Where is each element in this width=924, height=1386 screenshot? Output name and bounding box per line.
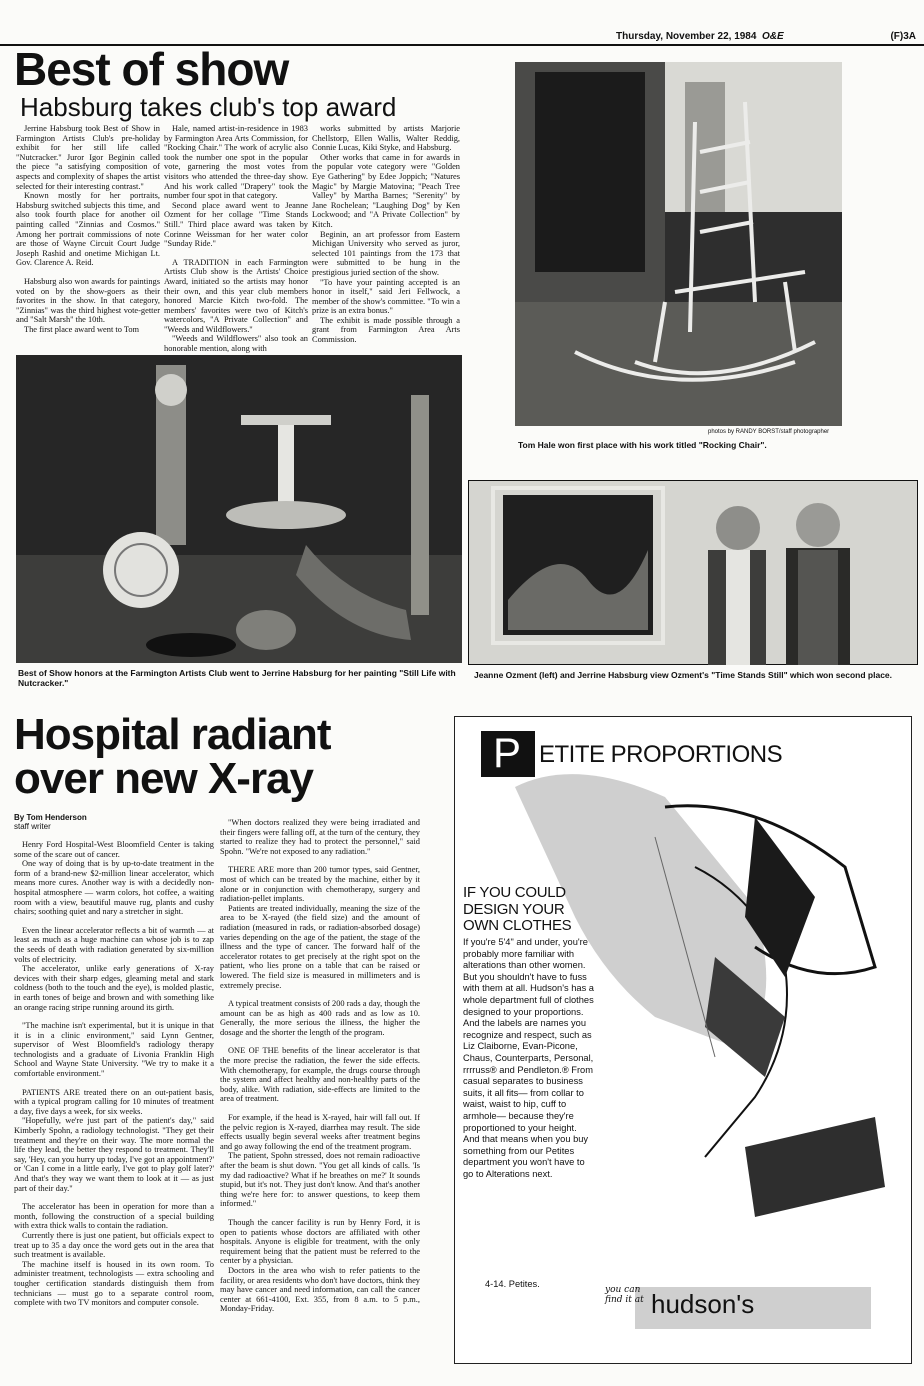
paragraph: "The machine isn't experimental, but it is unique in that it is in a clinic environment," said Lynn Gentner, supervisor of West Bloomfield's radiology therapy technologists and a graduate of Livonia Franklin High School and Wayne State University. "We try to make it a comfortable environment.": [14, 1021, 214, 1079]
paragraph: Second place award went to Jeanne Ozment for her collage "Time Stands Still." Third place award was taken by Corinne Weissman for her water color "Sunday Ride.": [164, 200, 308, 249]
issue-date: Thursday, November 22, 1984 O&E: [616, 31, 784, 42]
photo-credit: photos by RANDY BORST/staff photographer: [708, 429, 830, 435]
paragraph: One way of doing that is by up-to-date treatment in the form of a brand-new $2-million linear accelerator, which means more cures. Another way is with a decidedly non-hospital atmosphere — warm colors, hot coffee, a waiting room with a view, beautiful mauve rug, plants and cushy chairs; soothing quiet and nary a stretcher in sight.: [14, 859, 214, 917]
paragraph: Doctors in the area who wish to refer patients to the facility, or area residents who don't have doctors, think they may have cancer and need information, can call the cancer center at 661-4100, Ext. 355, from 8 a.m. to 5 p.m., Monday-Friday.: [220, 1265, 420, 1314]
rocking-chair-image: [515, 62, 842, 426]
paragraph: The machine itself is housed in its own room. To administer treatment, technologists — extra schooling and tougher certification standards distinguish them from technicians — must go to a separate control room, complete with two TV monitors and computer console.: [14, 1259, 214, 1308]
byline: [14, 813, 87, 831]
paragraph: The accelerator, unlike early generations of X-ray devices with their sharp edges, gleaming metal and stark coldness (both to the touch and the eye), is molded plastic, in earth tones of beige and brown and with something like an orange racing stripe running around its girth.: [14, 964, 214, 1012]
gallery-image: [468, 480, 918, 665]
paragraph: A TRADITION in each Farmington Artists Club show is the Artists' Choice Award, initiated so the artists may honor their own, and this year club members honored Marcie Kitch two-fold. The members' favorites were two of Kitch's watercolors, "A Private Collection" and "Weeds and Wildflowers.": [164, 257, 308, 334]
ad-headline: [463, 885, 571, 935]
paragraph: Habsburg also won awards for paintings voted on by the show-goers as their favorites in the show. In that category, "Zinnias" was the third highest vote-getter and "Salt Marsh" the 10th.: [16, 276, 160, 325]
paragraph: Henry Ford Hospital-West Bloomfield Center is taking some of the scare out of cancer.: [14, 840, 214, 859]
paragraph: Beginin, an art professor from Eastern Michigan University who served as juror, selected 101 paintings from the 173 that were submitted to be hung in the prestigious juried section of the show.: [312, 229, 460, 277]
paragraph: The exhibit is made possible through a grant from Farmington Area Arts Commission.: [312, 315, 460, 345]
paragraph: Currently there is just one patient, but officials expect to treat up to 35 a day once the word gets out in the area that such treatment is available.: [14, 1230, 214, 1260]
ad-body-copy: If you're 5'4" and under, you're probably more familiar with alterations than other women. But you shouldn't have to fuss with them at all. Hudson's has a whole department full of clothes designed to your proportions. And the labels are names you recognize and respect, such as Liz Claiborne, Evan-Picone, Chaus, Counterparts, Personal, rrrruss® and Pendleton.® From casual separates to business suits, it all fits— from collar to waist, waist to hip, cuff to armhole— because they're proportioned to your height. And that means when you buy something from our Petites department you won't have to go to Alterations next.: [463, 937, 594, 1179]
paragraph: The first place award went to Tom: [24, 324, 140, 334]
ad-script-tag: you can find it at: [605, 1285, 644, 1305]
petite-proportions-ad: [454, 716, 912, 1364]
caption-nutcracker: Best of Show honors at the Farmington Artists Club went to Jerrine Habsburg for her painting "Still Life with Nutcracker.": [18, 668, 456, 688]
ad-store-location: 4-14. Petites.: [485, 1279, 540, 1289]
paragraph: works submitted by artists Marjorie Chellstorp, Ellen Wallis, Walter Reddig, Connie Lucas, Kiki Styke, and Habsburg.: [312, 124, 460, 153]
story1-column-2: [164, 124, 308, 354]
story2-column-2: [220, 818, 420, 1314]
ad-brand: hudson's: [651, 1289, 755, 1319]
ad-headline-line: OWN CLOTHES: [463, 917, 572, 934]
ozment-photo: [468, 480, 918, 665]
story1-column-3: [312, 124, 460, 345]
story2-column-1: [14, 840, 214, 1308]
paragraph: Jerrine Habsburg took Best of Show in Farmington Artists Club's pre-holiday exhibit for her still life called "Nutcracker." Juror Igor Beginin called the piece "a satisfying composition of aspects and complexity of shapes the artist selected for their interesting contrast.": [16, 124, 160, 191]
paragraph: Known mostly for her portraits, Habsburg switched subjects this time, and also took fourth place for another oil painting called "Zinnias and Cosmos." Among her portrait commissions of note are those of Wayne Circuit Court Judge Joseph Rashid and onetime Michigan Lt. Gov. Clarence A. Reid.: [16, 191, 160, 268]
paragraph: Patients are treated individually, meaning the size of the area to be X-rayed (the field size) and the amount of radiation (measured in rads, or radiation-absorbed dosage) varies depending on the age of the patient, the stage of the illness and the type of cancer. The forward half of the accelerator rotates to get precisely at the right spot on the patient, who lies prone on a table that can be raised or lowered. The field size is measured in millimeters and is extremely precise.: [220, 903, 420, 990]
paragraph: "Hopefully, we're just part of the patient's day," said Kimberly Spohn, a radiology technologist. "They get their treatment and they're on their way. The more normal the life they lead, the better they respond to treatment. They'll say, 'Hey, can you hurry up today, I've got an appointment?' or 'Can I come in a little early, I've got to play golf later?' And that's they way we want them to look at it — as just part of their day.": [14, 1116, 214, 1193]
still-life-image: [16, 355, 462, 663]
ad-logo-letter: P: [493, 729, 522, 776]
paragraph: THERE ARE more than 200 tumor types, said Gentner, most of which can be treated by the machine, either by it alone or in conjunction with chemotherapy, surgery and radiation-pellet implants.: [220, 865, 420, 904]
paragraph: Though the cancer facility is run by Henry Ford, it is open to patients whose doctors are affiliated with other hospitals. Anyone is eligible for treatment, with the only requirement being that the patient must be referred to the center by a physician.: [220, 1217, 420, 1266]
paragraph: "Weeds and Wildflowers" also took an honorable mention, along with: [164, 334, 308, 354]
paragraph: PATIENTS ARE treated there on an out-patient basis, with a typical program calling for 10 minutes of treatment a day, five days a week, for six weeks.: [14, 1087, 214, 1116]
paragraph: Other works that came in for awards in the popular vote category were "Golden Eye Gathering" by Edee Joppich; "Natures Magic" by Margie Matovina; "Peach Tree Valley" by Martha Barnes; "Serenity" by Jane Rochelean; "Laughing Dog" by Ken Lockwood; and "A Private Collection" by Kitch.: [312, 152, 460, 229]
paragraph: The accelerator has been in operation for more than a month, following the construction of a special building with extra thick walls to contain the radiation.: [14, 1202, 214, 1231]
paragraph: ONE OF THE benefits of the linear accelerator is that the more precise the radiation, the fewer the side effects. With chemotherapy, for example, the drugs course through the system and affect healthy and non-healthy parts of the body, alike. With radiation, side-effects are limited to the area of treatment.: [220, 1046, 420, 1104]
story1-subhead: Habsburg takes club's top award: [20, 92, 397, 122]
rocking-chair-photo: [515, 62, 842, 426]
page-number: (F)3A: [890, 31, 916, 42]
story1-headline: Best of show: [14, 43, 289, 95]
byline-name: By Tom Henderson: [14, 813, 87, 822]
paragraph: Even the linear accelerator reflects a bit of warmth — at least as much as a huge machine can whose job is to zap the seeds of death with radiation generated by six-million volts of electricity.: [14, 925, 214, 964]
ad-title: ETITE PROPORTIONS: [539, 741, 783, 768]
byline-title: staff writer: [14, 822, 51, 831]
story2-headline-line2: over new X-ray: [14, 754, 314, 803]
paragraph: A typical treatment consists of 200 rads a day, though the amount can be as high as 400 rads and as low as 10. Generally, the more serious the illness, the higher the dosage and the shorter the length of the program.: [220, 999, 420, 1037]
ad-headline-line: DESIGN YOUR: [463, 900, 565, 918]
story2-headline-line1: Hospital radiant: [14, 710, 331, 759]
paragraph: For example, if the head is X-rayed, hair will fall out. If the pelvic region is X-rayed, diarrhea may result. The side effects usually begin several weeks after treatment begins and go away following the end of the treatment program.: [220, 1113, 420, 1151]
paragraph: The patient, Spohn stressed, does not remain radioactive after the beam is shut down. "You get all kinds of calls. 'Is my dad radioactive? What if he breathes on me?' It sounds stupid, but it's not. They just don't know. And that's another thing we're here for: to answer questions, to keep them informed.": [220, 1151, 420, 1209]
paragraph: "To have your painting accepted is an honor in itself," said Jeri Fellwock, a member of the show's committee. "To win a prize is an extra bonus.": [312, 277, 460, 316]
paragraph: "When doctors realized they were being irradiated and their fingers were falling off, at the turn of the century, they started to realize they had to protect the personnel," said Spohn. "We're not exposed to any radiation.": [220, 818, 420, 856]
nutcracker-photo: [16, 355, 462, 663]
story1-column-1: [16, 124, 160, 334]
caption-rocking-chair: Tom Hale won first place with his work titled "Rocking Chair".: [518, 440, 767, 450]
ad-headline-line: IF YOU COULD: [463, 884, 566, 901]
paragraph: Hale, named artist-in-residence in 1983 by Farmington Area Arts Commission, for "Rocking Chair." The work of acrylic also took the number one spot in the popular vote, garnering the most votes from visitors who attended the three-day show. And his work called "Drapery" took the number four spot in that category.: [164, 124, 308, 201]
caption-ozment: Jeanne Ozment (left) and Jerrine Habsburg view Ozment's "Time Stands Still" which won second place.: [474, 670, 893, 680]
